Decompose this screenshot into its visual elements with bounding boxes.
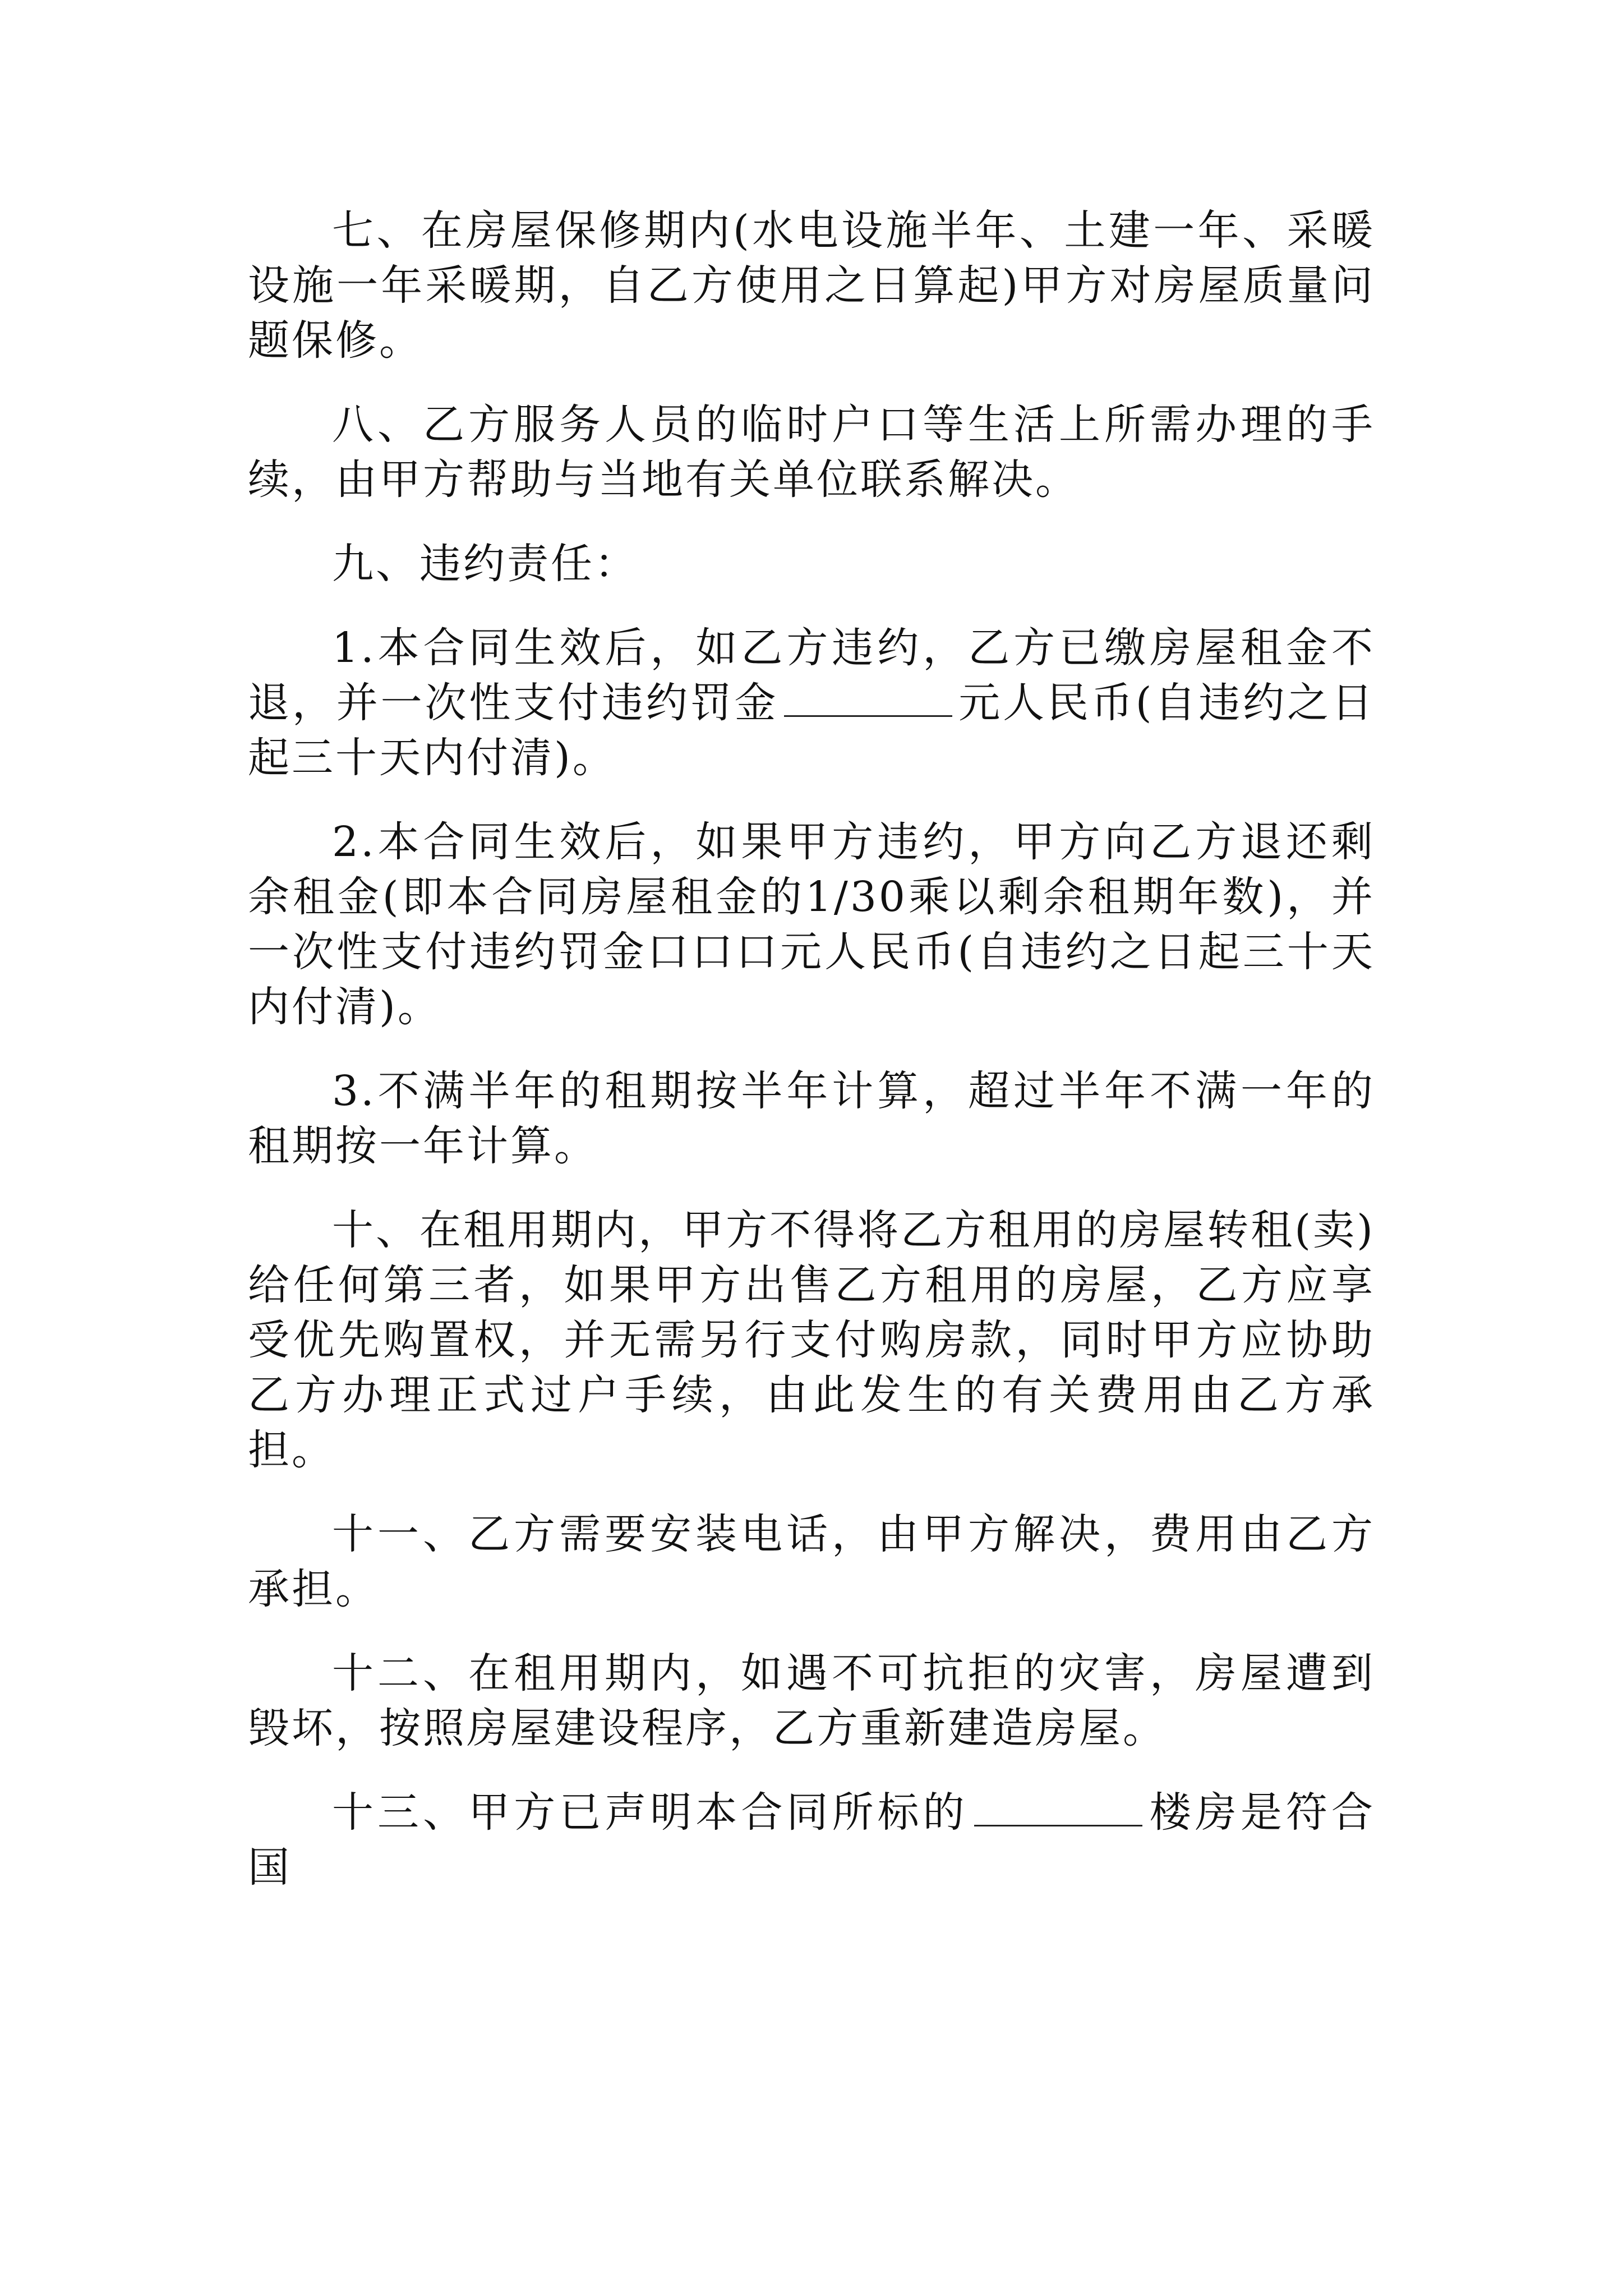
clause-9-item-1 [248, 620, 1375, 785]
clause-9-item-2: 2.本合同生效后，如果甲方违约，甲方向乙方退还剩余租金(即本合同房屋租金的1/30乘以剩余租期年数)，并一次性支付违约罚金口口口元人民币(自违约之日起三十天内付清)。 [248, 818, 1375, 1031]
clause-9-heading: 九、违约责任： [332, 540, 638, 588]
clause-13 [248, 1785, 1375, 1895]
clause-9-item-1-text-a: 1.本合同生效后，如乙方违约，乙方已缴房屋租金不退，并一次性支付违约罚金 [248, 624, 1375, 727]
clause-10: 十、在租用期内，甲方不得将乙方租用的房屋转租(卖)给任何第三者，如果甲方出售乙方租用的房屋，乙方应享受优先购置权，并无需另行支付购房款，同时甲方应协助乙方办理正式过户手续，由此发生的有关费用由乙方承担。 [248, 1206, 1375, 1474]
clause-11: 十一、乙方需要安装电话，由甲方解决，费用由乙方承担。 [248, 1510, 1375, 1613]
clause-9-item-3: 3.不满半年的租期按半年计算，超过半年不满一年的租期按一年计算。 [248, 1067, 1375, 1170]
building-name-blank [974, 1786, 1142, 1826]
penalty-amount-blank [784, 676, 952, 717]
clause-7: 七、在房屋保修期内(水电设施半年、土建一年、采暖设施一年采暖期，自乙方使用之日算起)甲方对房屋质量问题保修。 [248, 206, 1375, 365]
contract-body [248, 203, 1375, 1924]
clause-8: 八、乙方服务人员的临时户口等生活上所需办理的手续，由甲方帮助与当地有关单位联系解决。 [248, 401, 1375, 504]
clause-12: 十二、在租用期内，如遇不可抗拒的灾害，房屋遭到毁坏，按照房屋建设程序，乙方重新建造房屋。 [248, 1649, 1375, 1752]
clause-9-item-1-text-b: 元人民币(自违约之日起三十天内付清)。 [248, 679, 1375, 782]
clause-13-text-b: 楼房是符合国 [248, 1788, 1376, 1892]
clause-13-text-a: 十三、甲方已声明本合同所标的 [332, 1788, 969, 1837]
